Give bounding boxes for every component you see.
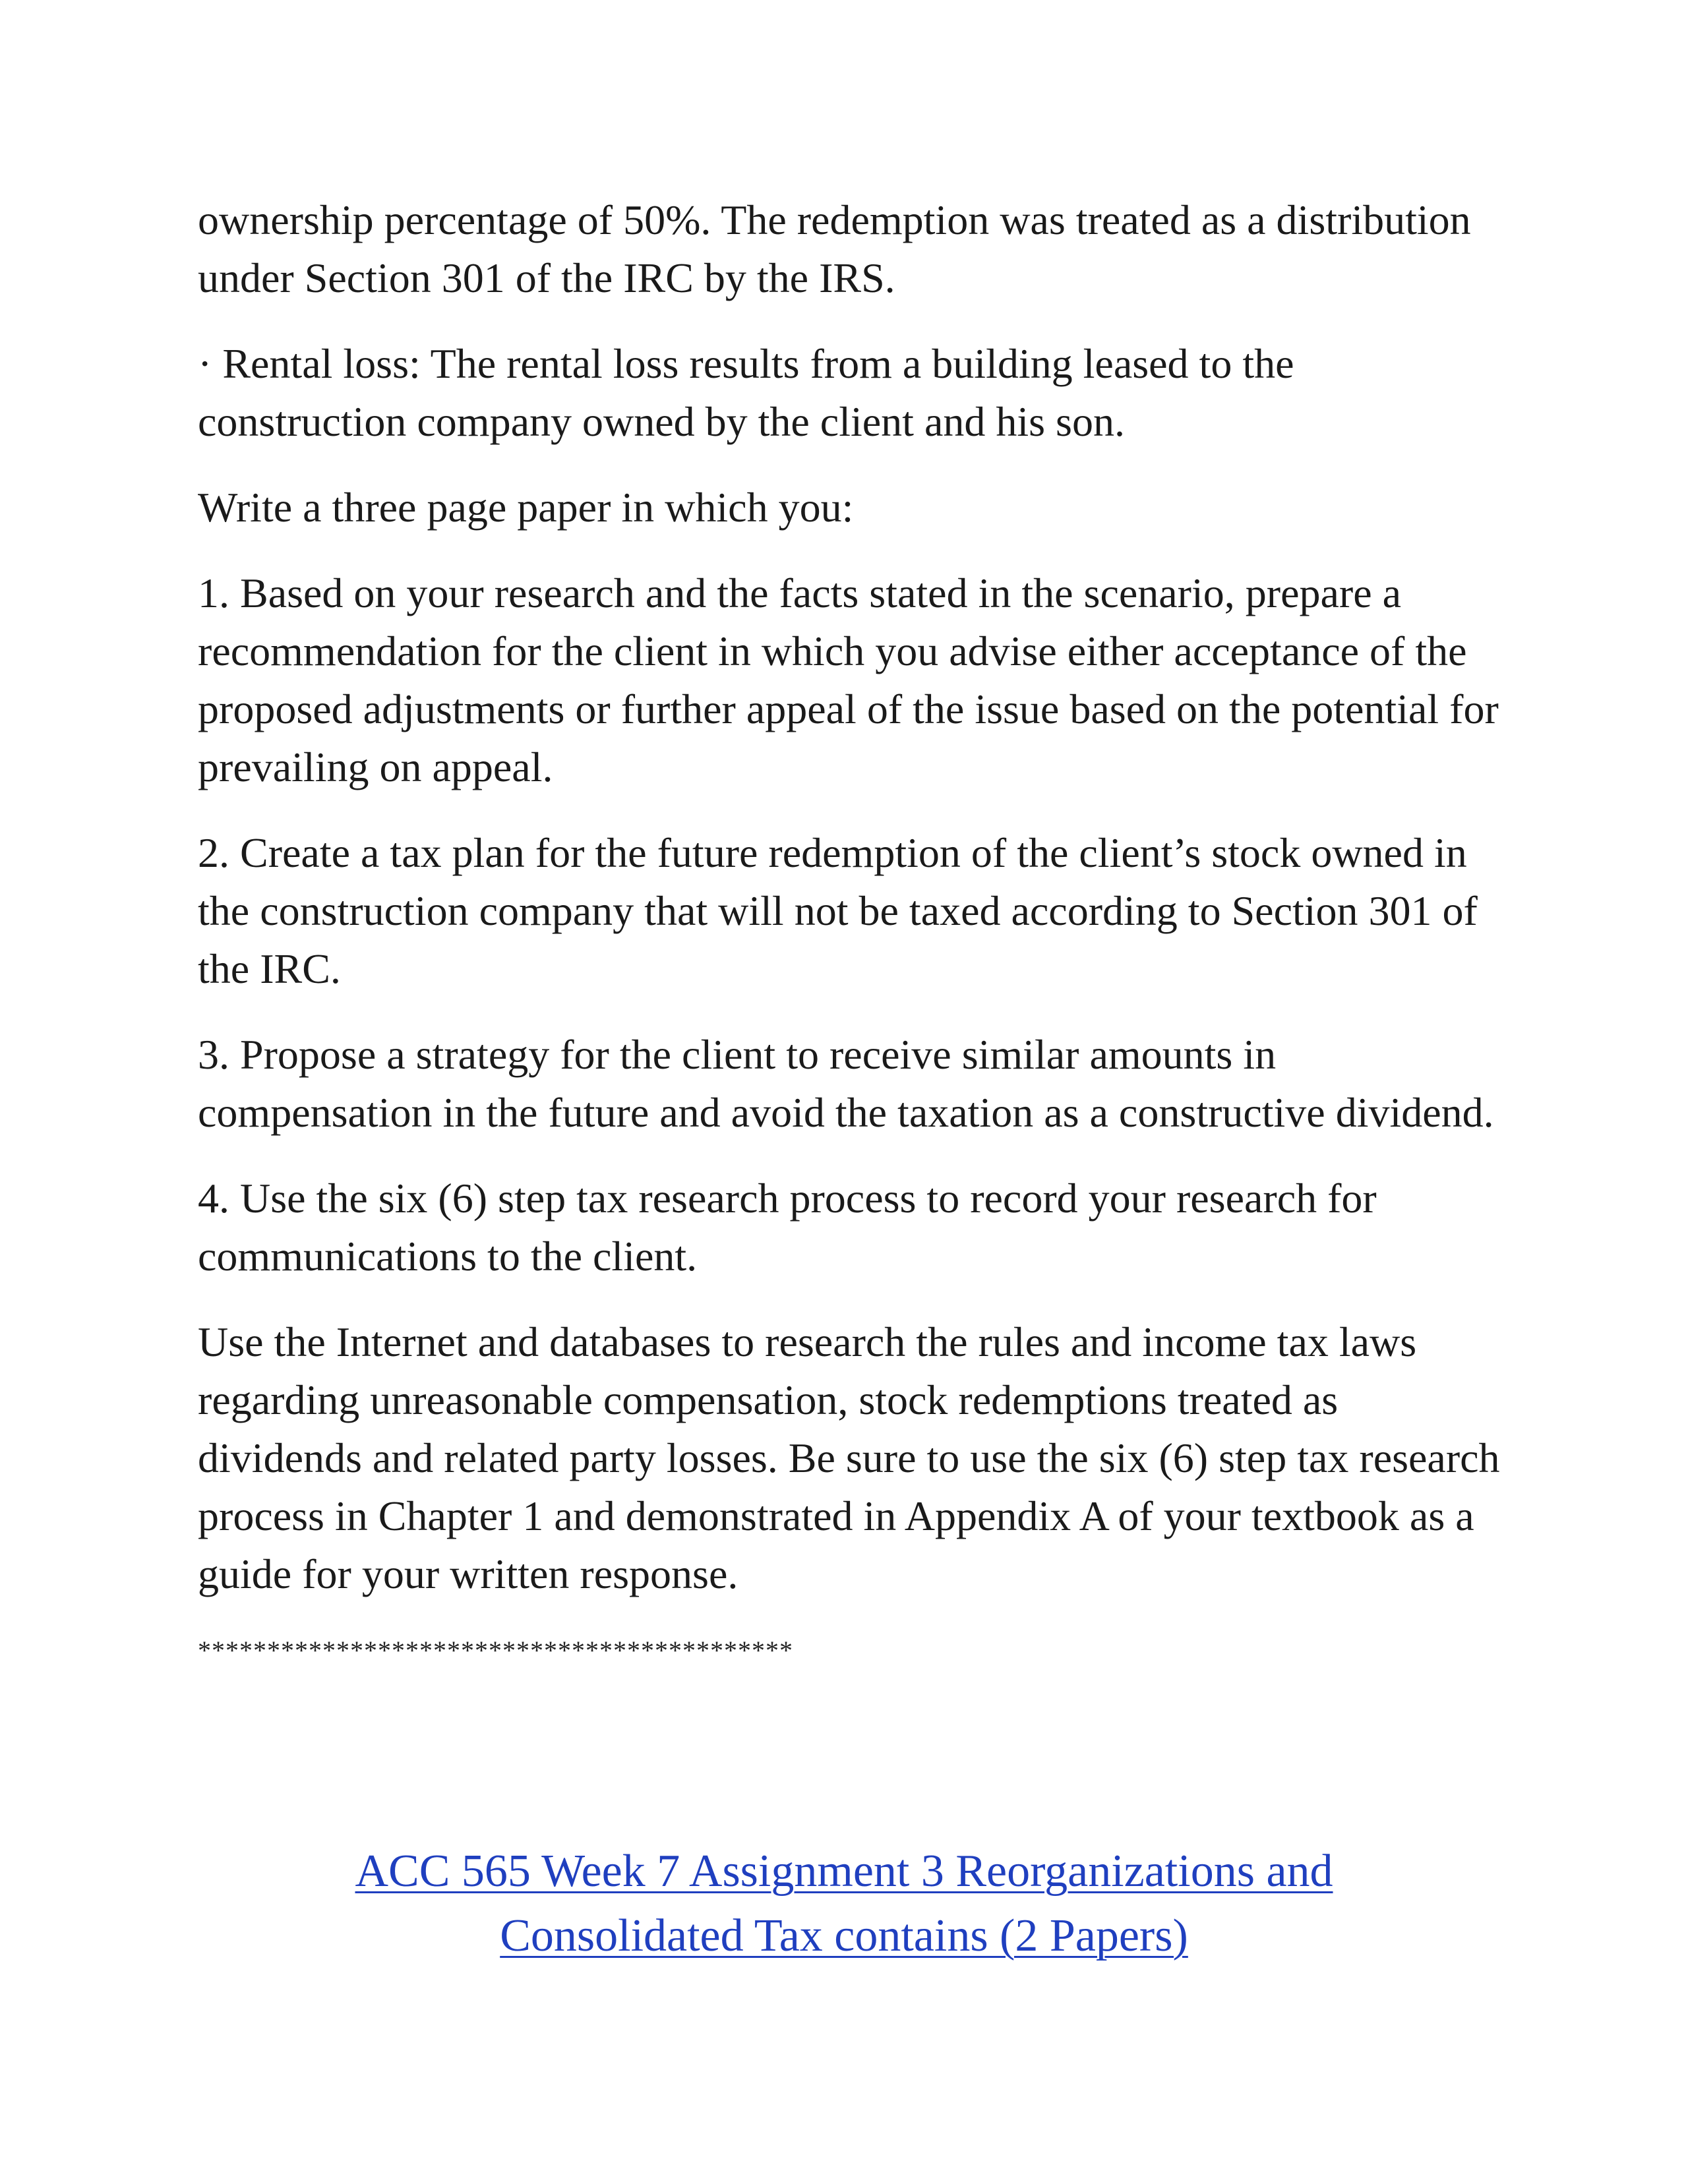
assignment-link[interactable] — [0, 1839, 1688, 1968]
list-item-4: 4. Use the six (6) step tax research process to record your research for communications to the client. — [198, 1175, 1377, 1280]
paragraph-research-instructions: Use the Internet and databases to research the rules and income tax laws regarding unreasonable compensation, stock redemptions treated as dividends and related party losses. Be sure to use the six (6) step tax research process in Chapter 1 and demonstrated in Appendix A of your textbook as a guide for your written response. — [198, 1318, 1500, 1597]
list-item-2: 2. Create a tax plan for the future redemption of the client’s stock owned in the construction company that will not be taxed according to Section 301 of the IRC. — [198, 829, 1478, 992]
list-item-1: 1. Based on your research and the facts stated in the scenario, prepare a recommendation for the client in which you advise either acceptance of the proposed adjustments or further appeal of the issue based on the potential for prevailing on appeal. — [198, 570, 1499, 790]
separator-stars: ******************************************* — [198, 1636, 793, 1665]
paragraph-write-prompt: Write a three page paper in which you: — [198, 484, 854, 531]
assignment-link-line-1: ACC 565 Week 7 Assignment 3 Reorganizations and — [355, 1846, 1333, 1897]
assignment-link-block — [0, 1839, 1688, 1968]
paragraph-redemption: ownership percentage of 50%. The redemption was treated as a distribution under Section 301 of the IRC by the IRS. — [198, 196, 1471, 301]
paragraph-rental-loss: · Rental loss: The rental loss results from a building leased to the construction company owned by the client and his son. — [198, 340, 1294, 445]
document-body — [198, 191, 1510, 1670]
assignment-link-line-2: Consolidated Tax contains (2 Papers) — [500, 1910, 1188, 1961]
list-item-3: 3. Propose a strategy for the client to receive similar amounts in compensation in the future and avoid the taxation as a constructive dividend. — [198, 1031, 1494, 1136]
